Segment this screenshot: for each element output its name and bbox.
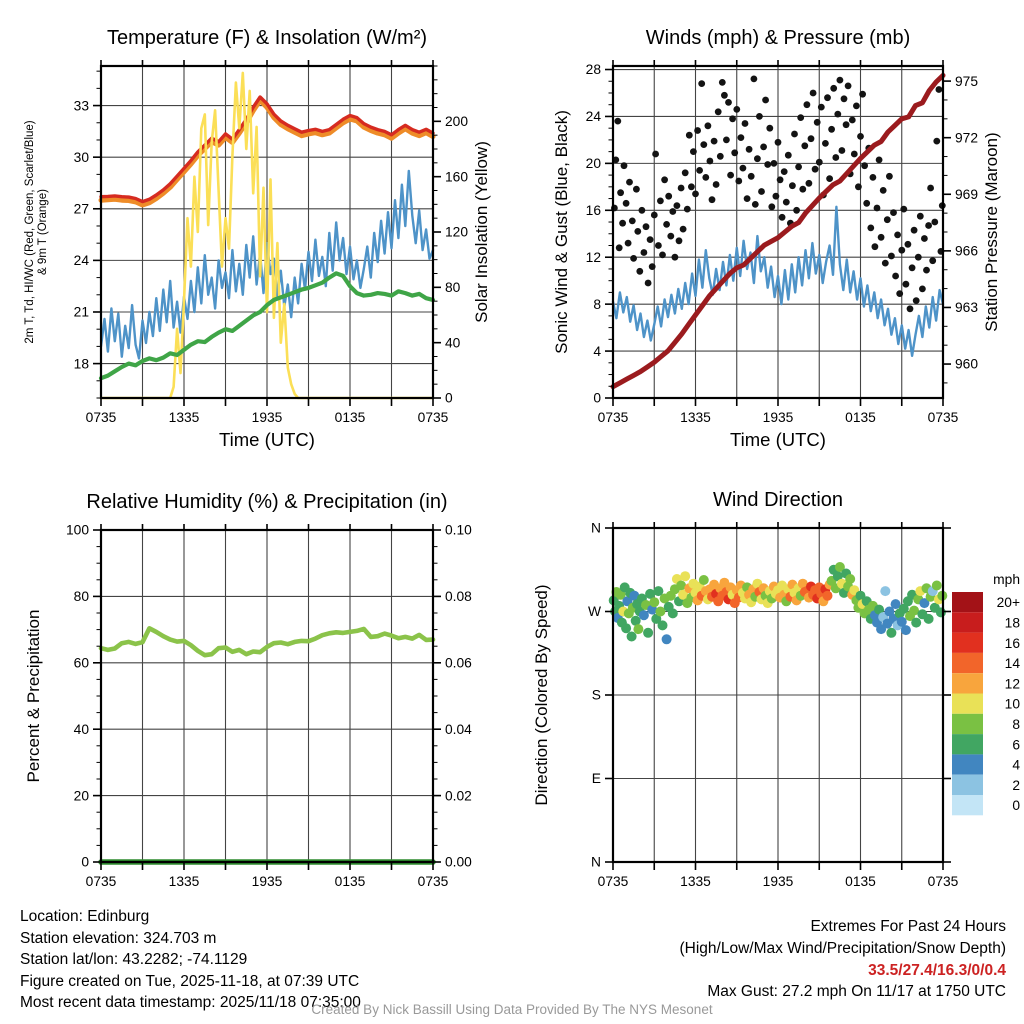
point-wind-gust — [758, 188, 765, 195]
chart-wind-direction — [532, 489, 1020, 889]
x-tick-label: 1935 — [251, 410, 283, 425]
point-wind-gust — [894, 232, 901, 239]
point-wind-direction — [901, 625, 911, 635]
point-wind-direction — [658, 620, 668, 630]
point-wind-gust — [808, 135, 815, 142]
x-tick-label: 1335 — [168, 410, 200, 425]
y-right-tick-label: 966 — [955, 243, 979, 259]
legend-label: 8 — [1012, 716, 1020, 732]
x-tick-label: 1935 — [762, 874, 794, 889]
point-wind-direction — [845, 574, 855, 584]
x-tick-label: 0735 — [597, 410, 629, 425]
point-wind-gust — [740, 165, 747, 172]
point-wind-gust — [636, 268, 643, 275]
point-wind-gust — [738, 134, 745, 141]
y-left-tick-label: 28 — [585, 62, 601, 78]
point-wind-gust — [619, 220, 626, 227]
point-wind-gust — [857, 133, 864, 140]
legend-label: 12 — [1004, 676, 1020, 692]
point-wind-gust — [645, 280, 652, 287]
point-wind-gust — [616, 244, 623, 251]
y-right-tick-label: 200 — [445, 114, 469, 130]
y-right-tick-label: 0.06 — [445, 655, 472, 671]
y-left-tick-label: 12 — [585, 249, 601, 265]
point-wind-gust — [678, 185, 685, 192]
legend-swatch — [952, 653, 983, 673]
y-right-tick-label: 975 — [955, 73, 979, 89]
x-tick-label: 0135 — [845, 410, 876, 425]
point-wind-gust — [686, 132, 693, 139]
point-wind-direction — [924, 614, 934, 624]
point-wind-gust — [853, 103, 860, 110]
point-wind-gust — [623, 200, 630, 207]
point-wind-gust — [795, 164, 802, 171]
point-wind-gust — [783, 199, 790, 206]
point-wind-gust — [886, 173, 893, 180]
point-wind-direction — [627, 632, 637, 642]
point-wind-direction — [880, 586, 890, 596]
x-tick-label: 0735 — [927, 874, 959, 889]
point-wind-gust — [861, 162, 868, 169]
figure-created-timestamp: Figure created on Tue, 2025-11-18, at 07:39 UTC — [20, 972, 360, 990]
left-axis-label: Percent & Precipitation — [24, 609, 43, 783]
point-wind-gust — [882, 260, 889, 267]
point-wind-gust — [692, 191, 699, 198]
point-wind-gust — [690, 148, 697, 155]
point-wind-gust — [925, 222, 932, 229]
y-right-tick-label: 160 — [445, 169, 469, 185]
point-wind-gust — [779, 214, 786, 221]
point-wind-gust — [797, 114, 804, 121]
x-tick-label: 0735 — [417, 874, 449, 889]
legend-title: mph — [993, 572, 1020, 587]
y-left-tick-label: 100 — [65, 522, 89, 538]
point-wind-gust — [867, 225, 874, 232]
point-wind-gust — [880, 187, 887, 194]
point-wind-gust — [801, 142, 808, 149]
point-wind-gust — [816, 159, 823, 166]
legend-swatch — [952, 612, 983, 632]
point-wind-gust — [892, 273, 899, 280]
legend-label: 6 — [1012, 737, 1020, 753]
y-right-tick-label: 969 — [955, 186, 979, 202]
point-wind-gust — [872, 243, 879, 250]
point-wind-gust — [651, 212, 658, 219]
legend-swatch — [952, 673, 983, 693]
point-wind-gust — [900, 206, 907, 213]
y-left-tick-label: W — [587, 604, 601, 620]
chart-title: Wind Direction — [712, 489, 844, 511]
y-left-tick-label: 33 — [73, 98, 89, 114]
y-right-tick-label: 0.02 — [445, 788, 472, 804]
point-wind-gust — [913, 297, 920, 304]
legend-label: 20+ — [996, 595, 1020, 611]
point-wind-gust — [629, 218, 636, 225]
point-wind-gust — [837, 77, 844, 84]
point-wind-gust — [727, 172, 734, 179]
y-right-tick-label: 0 — [445, 390, 453, 406]
point-wind-gust — [709, 196, 716, 203]
point-wind-gust — [617, 189, 624, 196]
legend-swatch — [952, 775, 983, 795]
point-wind-gust — [851, 151, 858, 158]
point-wind-gust — [659, 252, 666, 259]
chart-title: Relative Humidity (%) & Precipitation (in) — [86, 491, 448, 513]
x-tick-label: 1335 — [680, 874, 711, 889]
point-wind-gust — [888, 253, 895, 260]
left-axis-label: Sonic Wind & Gust (Blue, Black) — [552, 110, 571, 354]
point-wind-gust — [742, 120, 749, 127]
max-gust-line: Max Gust: 27.2 mph On 11/17 at 1750 UTC — [707, 983, 1006, 1001]
point-wind-gust — [702, 174, 709, 181]
y-right-tick-label: 0.10 — [445, 522, 472, 538]
point-wind-gust — [643, 223, 650, 230]
point-wind-gust — [890, 209, 897, 216]
point-wind-gust — [936, 86, 943, 93]
y-right-tick-label: 120 — [445, 224, 469, 240]
point-wind-gust — [731, 149, 738, 156]
y-left-tick-label: N — [591, 854, 601, 870]
legend-swatch — [952, 754, 983, 774]
point-wind-gust — [793, 207, 800, 214]
point-wind-gust — [713, 181, 720, 188]
point-wind-gust — [711, 138, 718, 145]
point-wind-gust — [812, 166, 819, 173]
point-wind-gust — [725, 99, 732, 106]
point-wind-gust — [791, 131, 798, 138]
point-wind-gust — [874, 205, 881, 212]
y-left-tick-label: 20 — [585, 156, 601, 172]
point-wind-gust — [762, 97, 769, 104]
x-tick-label: 0735 — [85, 410, 117, 425]
x-tick-label: 1935 — [251, 874, 283, 889]
point-wind-gust — [744, 195, 751, 202]
y-right-tick-label: 960 — [955, 356, 979, 372]
legend-swatch — [952, 714, 983, 734]
point-wind-gust — [756, 113, 763, 120]
point-wind-gust — [733, 106, 740, 113]
legend-label: 4 — [1012, 757, 1020, 773]
point-wind-gust — [700, 141, 707, 148]
point-wind-gust — [715, 108, 722, 115]
point-wind-gust — [933, 138, 940, 145]
point-wind-gust — [917, 213, 924, 220]
point-wind-gust — [843, 121, 850, 128]
y-left-tick-label: 80 — [73, 589, 89, 605]
point-wind-gust — [748, 173, 755, 180]
x-tick-label: 1335 — [168, 874, 200, 889]
point-wind-gust — [674, 202, 681, 209]
point-wind-gust — [818, 104, 825, 111]
point-wind-gust — [781, 168, 788, 175]
point-wind-gust — [832, 154, 839, 161]
point-wind-gust — [789, 182, 796, 189]
point-wind-gust — [799, 186, 806, 193]
x-tick-label: 0135 — [334, 410, 366, 425]
x-axis-label: Time (UTC) — [219, 429, 315, 450]
point-wind-gust — [839, 147, 846, 154]
chart-title: Winds (mph) & Pressure (mb) — [645, 27, 911, 49]
point-wind-gust — [806, 180, 813, 187]
y-left-tick-label: 8 — [593, 296, 601, 312]
y-left-tick-label: 60 — [73, 655, 89, 671]
point-wind-gust — [641, 249, 648, 256]
point-wind-gust — [905, 241, 912, 248]
point-wind-gust — [863, 200, 870, 207]
y-right-tick-label: 972 — [955, 130, 979, 146]
x-tick-label: 0735 — [927, 410, 959, 425]
point-wind-gust — [633, 186, 640, 193]
point-wind-direction — [911, 618, 921, 628]
point-wind-gust — [657, 198, 664, 205]
y-left-tick-label: 21 — [73, 304, 89, 320]
point-wind-gust — [649, 263, 656, 270]
point-wind-gust — [841, 95, 848, 102]
point-wind-gust — [766, 125, 773, 132]
point-wind-gust — [773, 193, 780, 200]
point-wind-gust — [804, 101, 811, 108]
chart-winds-pressure — [552, 27, 1001, 450]
point-wind-gust — [931, 219, 938, 226]
extremes-title: Extremes For Past 24 Hours — [810, 918, 1006, 935]
y-left-tick-label: 24 — [73, 253, 89, 269]
chart-title: Temperature (F) & Insolation (W/m²) — [106, 27, 428, 49]
point-wind-gust — [680, 226, 687, 233]
point-wind-gust — [824, 94, 831, 101]
point-wind-direction — [662, 634, 672, 644]
point-wind-gust — [845, 83, 852, 90]
point-wind-gust — [898, 247, 905, 254]
right-axis-label: Station Pressure (Maroon) — [982, 132, 1001, 332]
point-wind-gust — [634, 228, 641, 235]
point-wind-gust — [735, 178, 742, 185]
legend-label: 16 — [1004, 635, 1020, 651]
point-wind-direction — [649, 597, 659, 607]
point-wind-gust — [682, 169, 689, 176]
point-wind-gust — [688, 183, 695, 190]
point-wind-gust — [655, 242, 662, 249]
left-axis-label: 2m T, Td, HI/WC (Red, Green, Scarlet/Blue) — [24, 120, 36, 344]
y-left-tick-label: 16 — [585, 202, 601, 218]
point-wind-gust — [707, 158, 714, 165]
point-wind-gust — [876, 157, 883, 164]
point-wind-gust — [921, 235, 928, 242]
y-right-tick-label: 0.08 — [445, 589, 472, 605]
point-wind-gust — [915, 254, 922, 261]
point-wind-gust — [822, 140, 829, 147]
point-wind-gust — [911, 227, 918, 234]
point-wind-gust — [698, 80, 705, 87]
point-wind-gust — [826, 175, 833, 182]
point-wind-direction — [639, 610, 649, 620]
point-wind-direction — [823, 591, 833, 601]
credit-line: Created By Nick Bassill Using Data Provided By The NYS Mesonet — [311, 1002, 713, 1017]
legend-label: 0 — [1012, 798, 1020, 814]
point-wind-gust — [927, 185, 934, 192]
point-wind-gust — [665, 193, 672, 200]
point-wind-direction — [643, 628, 653, 638]
point-wind-gust — [630, 255, 637, 262]
point-wind-gust — [717, 153, 724, 160]
y-left-tick-label: 24 — [585, 109, 601, 125]
point-wind-gust — [676, 237, 683, 244]
point-wind-gust — [614, 118, 621, 125]
chart-temperature-insolation — [24, 27, 491, 450]
y-right-tick-label: 80 — [445, 280, 461, 296]
point-wind-gust — [849, 117, 856, 124]
legend-label: 14 — [1004, 656, 1020, 671]
point-wind-gust — [923, 267, 930, 274]
point-wind-direction — [936, 607, 946, 617]
x-tick-label: 0735 — [417, 410, 449, 425]
point-wind-gust — [896, 290, 903, 297]
point-wind-gust — [878, 234, 885, 241]
point-wind-gust — [684, 206, 691, 213]
point-wind-gust — [903, 281, 910, 288]
y-left-tick-label: 27 — [73, 201, 89, 217]
x-tick-label: 0735 — [85, 874, 117, 889]
x-tick-label: 1935 — [762, 410, 794, 425]
point-wind-gust — [909, 264, 916, 271]
point-wind-gust — [764, 161, 771, 168]
point-wind-gust — [663, 221, 670, 228]
point-wind-gust — [771, 160, 778, 167]
legend-swatch — [952, 694, 983, 714]
point-wind-gust — [751, 76, 758, 83]
point-wind-gust — [754, 155, 761, 162]
station-elevation: Station elevation: 324.703 m — [20, 929, 217, 947]
point-wind-gust — [870, 174, 877, 181]
extremes-subtitle: (High/Low/Max Wind/Precipitation/Snow Depth) — [679, 939, 1006, 957]
point-wind-gust — [694, 127, 701, 134]
y-right-tick-label: 963 — [955, 300, 979, 316]
point-wind-gust — [814, 119, 821, 126]
station-info — [20, 906, 361, 1014]
station-latlon: Station lat/lon: 43.2282; -74.1129 — [20, 951, 248, 968]
point-wind-direction — [633, 624, 643, 634]
point-wind-gust — [929, 257, 936, 264]
point-wind-gust — [669, 208, 676, 215]
station-location: Location: Edinburg — [20, 908, 150, 925]
point-wind-gust — [907, 305, 914, 312]
point-wind-gust — [768, 203, 775, 210]
point-wind-gust — [810, 90, 817, 97]
point-wind-gust — [777, 176, 784, 183]
point-wind-gust — [855, 183, 862, 190]
point-wind-gust — [830, 85, 837, 92]
legend-swatch — [952, 633, 983, 653]
point-wind-gust — [760, 144, 767, 151]
point-wind-gust — [752, 201, 759, 208]
y-left-tick-label: N — [591, 520, 601, 536]
point-wind-direction — [680, 571, 690, 581]
y-left-tick-label: S — [591, 687, 601, 703]
point-wind-gust — [834, 111, 841, 118]
point-wind-gust — [625, 240, 632, 247]
legend-label: 10 — [1004, 696, 1020, 712]
point-wind-gust — [626, 179, 633, 186]
y-left-tick-label: 30 — [73, 149, 89, 165]
legend-swatch — [952, 734, 983, 754]
point-wind-gust — [919, 286, 926, 293]
point-wind-gust — [775, 139, 782, 146]
point-wind-gust — [828, 126, 835, 133]
legend-label: 2 — [1012, 777, 1020, 793]
x-tick-label: 0735 — [597, 874, 629, 889]
x-tick-label: 0135 — [334, 874, 366, 889]
left-axis-label: & 9m T (Orange) — [37, 189, 49, 275]
legend-swatch — [952, 795, 983, 815]
point-wind-gust — [721, 92, 728, 99]
point-wind-direction — [668, 608, 678, 618]
y-left-tick-label: 20 — [73, 788, 89, 804]
extremes-values: 33.5/27.4/16.3/0/0.4 — [868, 961, 1006, 979]
point-wind-direction — [699, 575, 709, 585]
legend-label: 18 — [1004, 615, 1020, 631]
point-wind-gust — [719, 79, 726, 86]
point-wind-gust — [652, 151, 659, 158]
chart-humidity-precipitation — [24, 491, 472, 889]
point-wind-gust — [746, 146, 753, 153]
point-wind-gust — [647, 236, 654, 243]
y-left-tick-label: 0 — [593, 390, 601, 406]
point-wind-direction — [932, 581, 942, 591]
x-tick-label: 0135 — [845, 874, 876, 889]
y-right-tick-label: 0.04 — [445, 721, 472, 737]
point-wind-gust — [696, 167, 703, 174]
point-wind-gust — [859, 91, 866, 98]
point-wind-gust — [672, 254, 679, 261]
y-left-tick-label: E — [591, 771, 601, 787]
x-tick-label: 1335 — [680, 410, 711, 425]
point-wind-gust — [621, 162, 628, 169]
y-left-tick-label: 40 — [73, 721, 89, 737]
point-wind-direction — [621, 623, 631, 633]
left-axis-label: Direction (Colored By Speed) — [532, 584, 551, 806]
point-wind-gust — [639, 207, 646, 214]
y-right-tick-label: 0.00 — [445, 854, 472, 870]
right-axis-label: Solar Insolation (Yellow) — [472, 141, 491, 323]
point-wind-gust — [785, 152, 792, 159]
point-wind-gust — [661, 176, 668, 183]
point-wind-gust — [729, 115, 736, 122]
point-wind-gust — [705, 122, 712, 129]
point-wind-gust — [667, 233, 674, 240]
y-left-tick-label: 4 — [593, 343, 601, 359]
legend-swatch — [952, 592, 983, 612]
most-recent-data-timestamp: Most recent data timestamp: 2025/11/18 07:35:00 — [20, 994, 361, 1011]
point-wind-gust — [884, 216, 891, 223]
y-right-tick-label: 40 — [445, 335, 461, 351]
y-left-tick-label: 0 — [81, 854, 89, 870]
extremes-summary — [680, 916, 1007, 1003]
x-axis-label: Time (UTC) — [730, 429, 826, 450]
point-wind-gust — [723, 137, 730, 144]
y-left-tick-label: 18 — [73, 356, 89, 372]
